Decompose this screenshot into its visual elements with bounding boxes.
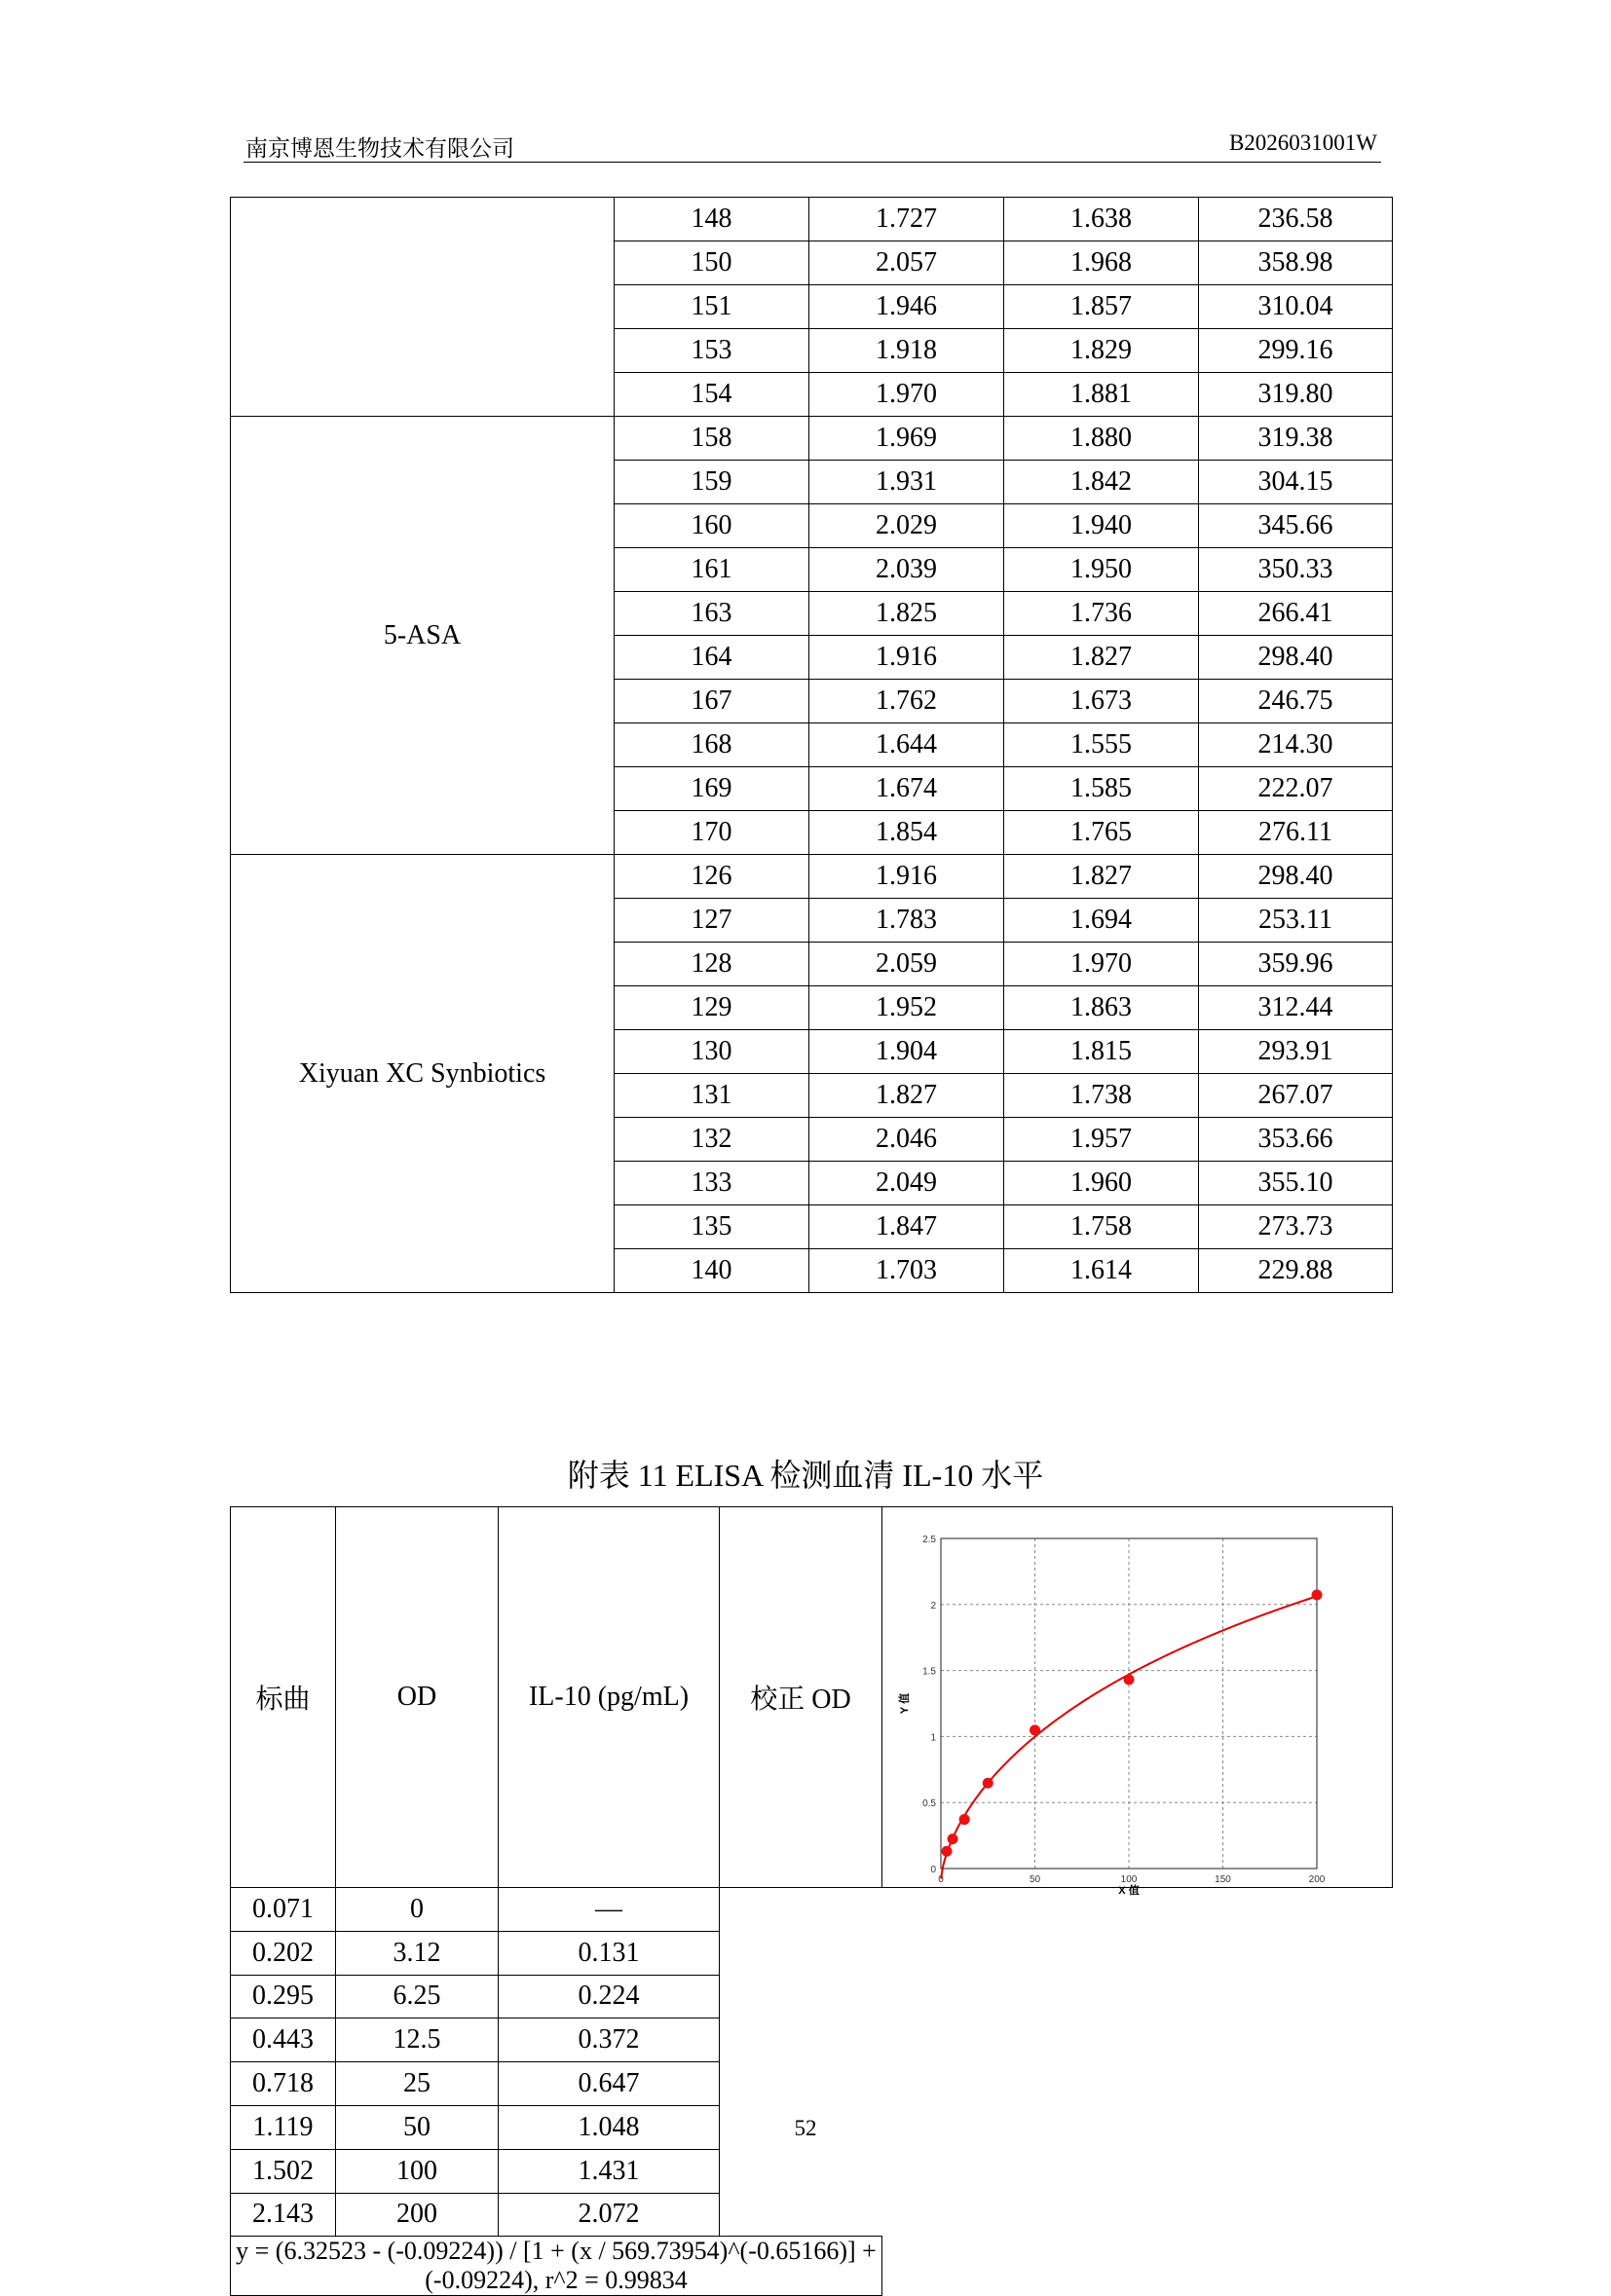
standard-concentration-cell: 50 [336, 2105, 499, 2149]
corrected-od-cell: 1.968 [1004, 241, 1199, 285]
group-name: Xiyuan XC Synbiotics [231, 855, 615, 1293]
sample-id-cell: 168 [615, 723, 809, 767]
standard-concentration-cell: 0 [336, 1888, 499, 1932]
sample-id-cell: 135 [615, 1205, 809, 1249]
concentration-cell: 253.11 [1199, 899, 1393, 943]
standard-concentration-cell: 3.12 [336, 1931, 499, 1975]
standard-corrected-od-cell: — [499, 1888, 720, 1932]
corrected-od-cell: 1.738 [1004, 1074, 1199, 1118]
standard-od-cell: 0.443 [231, 2018, 336, 2062]
concentration-cell: 276.11 [1199, 811, 1393, 855]
standard-corrected-od-cell: 0.372 [499, 2018, 720, 2062]
report-id: B2026031001W [1228, 130, 1377, 155]
corrected-od-cell: 1.694 [1004, 899, 1199, 943]
sample-id-cell: 164 [615, 636, 809, 680]
od-cell: 1.916 [809, 636, 1004, 680]
sample-id-cell: 153 [615, 329, 809, 373]
corrected-od-cell: 1.857 [1004, 285, 1199, 329]
od-cell: 1.847 [809, 1205, 1004, 1249]
standard-concentration-cell: 200 [336, 2193, 499, 2237]
standard-od-cell: 0.718 [231, 2062, 336, 2106]
od-cell: 1.969 [809, 417, 1004, 461]
x-tick-label: 100 [1120, 1874, 1138, 1885]
concentration-cell: 319.38 [1199, 417, 1393, 461]
od-cell: 1.783 [809, 899, 1004, 943]
od-cell: 2.059 [809, 943, 1004, 986]
concentration-cell: 246.75 [1199, 680, 1393, 723]
standard-od-cell: 0.202 [231, 1931, 336, 1975]
concentration-cell: 299.16 [1199, 329, 1393, 373]
od-cell: 1.904 [809, 1030, 1004, 1074]
corrected-od-cell: 1.863 [1004, 986, 1199, 1030]
corrected-od-cell: 1.842 [1004, 461, 1199, 504]
header-corrected-od: 校正 OD [720, 1507, 882, 1888]
corrected-od-cell: 1.815 [1004, 1030, 1199, 1074]
table-title: 附表 11 ELISA 检测血清 IL-10 水平 [567, 1458, 1044, 1493]
od-cell: 1.703 [809, 1249, 1004, 1293]
x-tick-label: 200 [1308, 1874, 1326, 1885]
od-cell: 1.916 [809, 855, 1004, 899]
od-cell: 1.644 [809, 723, 1004, 767]
header-concentration: IL-10 (pg/mL) [499, 1507, 720, 1888]
corrected-od-cell: 1.827 [1004, 636, 1199, 680]
concentration-cell: 293.91 [1199, 1030, 1393, 1074]
od-cell: 1.918 [809, 329, 1004, 373]
y-tick-label: 1 [930, 1732, 936, 1744]
table-row [231, 855, 1393, 899]
concentration-cell: 214.30 [1199, 723, 1393, 767]
concentration-cell: 345.66 [1199, 504, 1393, 548]
y-tick-label: 1.5 [922, 1666, 936, 1678]
od-cell: 1.946 [809, 285, 1004, 329]
sample-id-cell: 129 [615, 986, 809, 1030]
corrected-od-cell: 1.881 [1004, 373, 1199, 417]
chart-cell [882, 1507, 1393, 1897]
standard-corrected-od-cell: 0.131 [499, 1931, 720, 1975]
data-point [942, 1846, 953, 1857]
corrected-od-cell: 1.638 [1004, 198, 1199, 241]
od-cell: 1.762 [809, 680, 1004, 723]
group-name: 5-ASA [231, 417, 615, 855]
fit-formula: y = (6.32523 - (-0.09224)) / [1 + (x / 569.73954)^(-0.65166)] + (-0.09224), r^2 = 0.99834 [231, 2237, 882, 2296]
sample-id-cell: 151 [615, 285, 809, 329]
table-row [231, 417, 1393, 461]
od-cell: 2.046 [809, 1118, 1004, 1162]
corrected-od-cell: 1.957 [1004, 1118, 1199, 1162]
standard-od-cell: 0.295 [231, 1975, 336, 2018]
sample-id-cell: 130 [615, 1030, 809, 1074]
standard-corrected-od-cell: 0.224 [499, 1975, 720, 2018]
standard-od-cell: 1.502 [231, 2149, 336, 2193]
x-tick-label: 0 [938, 1874, 944, 1885]
corrected-od-cell: 1.950 [1004, 548, 1199, 592]
concentration-cell: 266.41 [1199, 592, 1393, 636]
sample-id-cell: 170 [615, 811, 809, 855]
corrected-od-cell: 1.758 [1004, 1205, 1199, 1249]
corrected-od-cell: 1.585 [1004, 767, 1199, 811]
sample-id-cell: 133 [615, 1162, 809, 1205]
header-od: OD [336, 1507, 499, 1888]
y-axis-label: Y 值 [899, 1692, 911, 1715]
concentration-cell: 298.40 [1199, 855, 1393, 899]
od-cell: 1.674 [809, 767, 1004, 811]
sample-id-cell: 169 [615, 767, 809, 811]
y-tick-label: 2 [930, 1600, 936, 1611]
concentration-cell: 310.04 [1199, 285, 1393, 329]
sample-id-cell: 154 [615, 373, 809, 417]
data-point [1030, 1724, 1040, 1735]
corrected-od-cell: 1.829 [1004, 329, 1199, 373]
sample-id-cell: 163 [615, 592, 809, 636]
concentration-cell: 359.96 [1199, 943, 1393, 986]
concentration-cell: 267.07 [1199, 1074, 1393, 1118]
od-cell: 2.029 [809, 504, 1004, 548]
od-cell: 1.854 [809, 811, 1004, 855]
x-axis-label: X 值 [1118, 1885, 1140, 1897]
corrected-od-cell: 1.827 [1004, 855, 1199, 899]
data-point [1124, 1674, 1135, 1685]
sample-id-cell: 159 [615, 461, 809, 504]
concentration-cell: 229.88 [1199, 1249, 1393, 1293]
corrected-od-cell: 1.736 [1004, 592, 1199, 636]
standard-curve-chart [882, 1507, 1389, 1897]
concentration-cell: 353.66 [1199, 1118, 1393, 1162]
od-cell: 1.825 [809, 592, 1004, 636]
standard-row [231, 2018, 1393, 2062]
standard-row [231, 1931, 1393, 1975]
group-name [231, 198, 615, 417]
standard-concentration-cell: 100 [336, 2149, 499, 2193]
corrected-od-cell: 1.555 [1004, 723, 1199, 767]
sample-id-cell: 132 [615, 1118, 809, 1162]
sample-id-cell: 128 [615, 943, 809, 986]
sample-id-cell: 150 [615, 241, 809, 285]
results-table-continued [230, 197, 1393, 1293]
od-cell: 1.827 [809, 1074, 1004, 1118]
od-cell: 2.039 [809, 548, 1004, 592]
corrected-od-cell: 1.970 [1004, 943, 1199, 986]
y-tick-label: 2.5 [922, 1535, 936, 1545]
standard-corrected-od-cell: 2.072 [499, 2193, 720, 2237]
concentration-cell: 350.33 [1199, 548, 1393, 592]
concentration-cell: 304.15 [1199, 461, 1393, 504]
standard-concentration-cell: 12.5 [336, 2018, 499, 2062]
standard-row [231, 1975, 1393, 2018]
concentration-cell: 273.73 [1199, 1205, 1393, 1249]
data-point [983, 1778, 993, 1789]
od-cell: 2.049 [809, 1162, 1004, 1205]
standard-od-cell: 1.119 [231, 2105, 336, 2149]
sample-id-cell: 160 [615, 504, 809, 548]
corrected-od-cell: 1.614 [1004, 1249, 1199, 1293]
standard-row [231, 2193, 1393, 2237]
y-tick-label: 0 [930, 1865, 936, 1875]
concentration-cell: 298.40 [1199, 636, 1393, 680]
standard-curve-table [230, 1506, 1393, 2296]
od-cell: 2.057 [809, 241, 1004, 285]
od-cell: 1.931 [809, 461, 1004, 504]
standard-corrected-od-cell: 0.647 [499, 2062, 720, 2106]
sample-id-cell: 167 [615, 680, 809, 723]
standard-od-cell: 2.143 [231, 2193, 336, 2237]
data-point [959, 1814, 970, 1825]
sample-id-cell: 158 [615, 417, 809, 461]
standard-row [231, 1888, 1393, 1932]
sample-id-cell: 140 [615, 1249, 809, 1293]
corrected-od-cell: 1.673 [1004, 680, 1199, 723]
corrected-od-cell: 1.880 [1004, 417, 1199, 461]
header-divider [244, 162, 1381, 163]
concentration-cell: 355.10 [1199, 1162, 1393, 1205]
standard-curve-label: 标曲 [231, 1507, 336, 1888]
od-cell: 1.970 [809, 373, 1004, 417]
corrected-od-cell: 1.940 [1004, 504, 1199, 548]
data-point [1312, 1590, 1323, 1601]
company-name: 南京博恩生物技术有限公司 [245, 136, 514, 161]
sample-id-cell: 161 [615, 548, 809, 592]
standard-od-cell: 0.071 [231, 1888, 336, 1932]
concentration-cell: 236.58 [1199, 198, 1393, 241]
standard-row [231, 2149, 1393, 2193]
standard-concentration-cell: 6.25 [336, 1975, 499, 2018]
corrected-od-cell: 1.960 [1004, 1162, 1199, 1205]
data-point [948, 1833, 958, 1844]
concentration-cell: 222.07 [1199, 767, 1393, 811]
concentration-cell: 358.98 [1199, 241, 1393, 285]
sample-id-cell: 126 [615, 855, 809, 899]
sample-id-cell: 131 [615, 1074, 809, 1118]
standard-corrected-od-cell: 1.431 [499, 2149, 720, 2193]
y-tick-label: 0.5 [922, 1798, 936, 1810]
standard-row [231, 2062, 1393, 2106]
od-cell: 1.727 [809, 198, 1004, 241]
x-tick-label: 150 [1215, 1874, 1231, 1885]
standard-concentration-cell: 25 [336, 2062, 499, 2106]
page-number: 52 [794, 2116, 817, 2140]
od-cell: 1.952 [809, 986, 1004, 1030]
corrected-od-cell: 1.765 [1004, 811, 1199, 855]
concentration-cell: 312.44 [1199, 986, 1393, 1030]
table-row [231, 198, 1393, 241]
concentration-cell: 319.80 [1199, 373, 1393, 417]
sample-id-cell: 148 [615, 198, 809, 241]
sample-id-cell: 127 [615, 899, 809, 943]
x-tick-label: 50 [1029, 1874, 1041, 1885]
standard-corrected-od-cell: 1.048 [499, 2105, 720, 2149]
